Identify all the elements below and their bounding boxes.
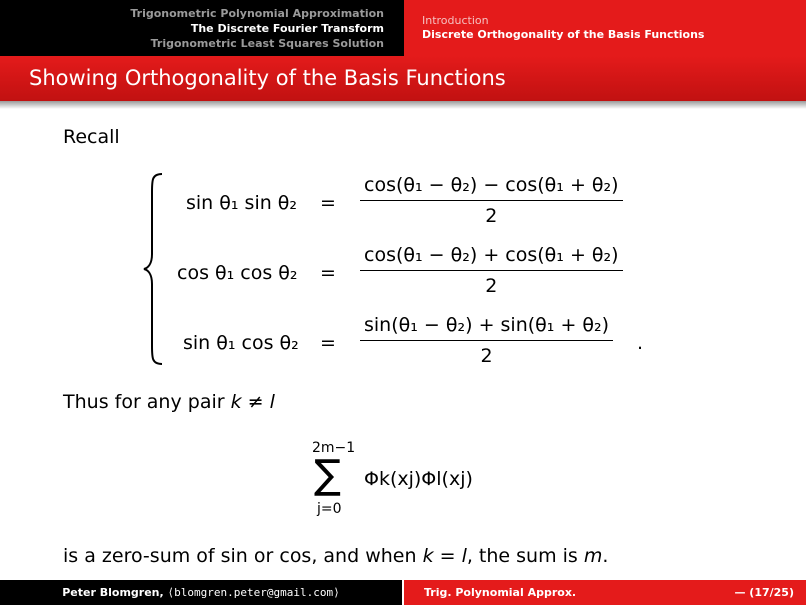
identity-2-numerator: cos(θ₁ − θ₂) + cos(θ₁ + θ₂): [360, 244, 623, 271]
footer-author: Peter Blomgren,: [62, 586, 164, 599]
footer-bar: [0, 580, 806, 605]
recall-label: Recall: [63, 126, 120, 148]
nav-subsection-2[interactable]: Discrete Orthogonality of the Basis Functions: [422, 28, 705, 41]
footer-title-box: [404, 580, 806, 605]
identity-1-numerator: cos(θ₁ − θ₂) − cos(θ₁ + θ₂): [360, 174, 623, 201]
conclusion-part-a: is a zero-sum of sin or cos, and when: [63, 545, 417, 567]
conclusion-part-c: .: [602, 545, 609, 567]
frame-title-bar: [0, 56, 806, 101]
sum-lower-limit: j=0: [317, 501, 342, 517]
thus-math: k ≠ l: [230, 391, 275, 413]
identity-3-period: .: [637, 332, 644, 354]
conclusion-text: [63, 545, 608, 567]
identity-2-lhs: cos θ₁ cos θ₂: [177, 262, 298, 284]
nav-subsection-1[interactable]: Introduction: [422, 14, 489, 27]
thus-label: Thus for any pair: [63, 391, 225, 413]
thus-text: [63, 391, 275, 413]
section-nav: [0, 0, 400, 56]
identity-2-denominator: 2: [485, 275, 498, 297]
sum-term: Φk(xj)Φl(xj): [364, 468, 473, 490]
identity-3-lhs: sin θ₁ cos θ₂: [183, 332, 299, 354]
identity-1-lhs: sin θ₁ sin θ₂: [186, 192, 298, 214]
frame-title: Showing Orthogonality of the Basis Functions: [29, 66, 506, 90]
identity-2-eq: =: [320, 262, 336, 284]
nav-section-2[interactable]: The Discrete Fourier Transform: [190, 21, 384, 35]
identity-3-fraction: [360, 314, 613, 367]
conclusion-part-b: , the sum is: [466, 545, 578, 567]
identity-3-eq: =: [320, 332, 336, 354]
identity-1-denominator: 2: [485, 205, 498, 227]
footer-email: ⟨blomgren.peter@gmail.com⟩: [167, 586, 340, 599]
subsection-nav: [404, 0, 806, 56]
footer-page-number: — (17/25): [734, 586, 794, 599]
footer-author-box: [0, 580, 402, 605]
sum-upper-limit: 2m−1: [312, 440, 356, 456]
conclusion-math-2: m: [583, 545, 603, 567]
footer-short-title: Trig. Polynomial Approx.: [424, 586, 577, 599]
left-brace-icon: [142, 172, 164, 366]
identity-3-numerator: sin(θ₁ − θ₂) + sin(θ₁ + θ₂): [360, 314, 613, 341]
conclusion-math-1: k = l: [422, 545, 467, 567]
title-shadow: [0, 101, 806, 109]
identity-1-fraction: [360, 174, 623, 227]
header-bar: [0, 0, 806, 56]
identity-3-denominator: 2: [480, 345, 493, 367]
identity-1-eq: =: [320, 192, 336, 214]
sum-symbol: ∑: [314, 452, 341, 498]
nav-section-3[interactable]: Trigonometric Least Squares Solution: [150, 36, 384, 50]
identity-2-fraction: [360, 244, 623, 297]
nav-section-1[interactable]: Trigonometric Polynomial Approximation: [130, 6, 384, 20]
